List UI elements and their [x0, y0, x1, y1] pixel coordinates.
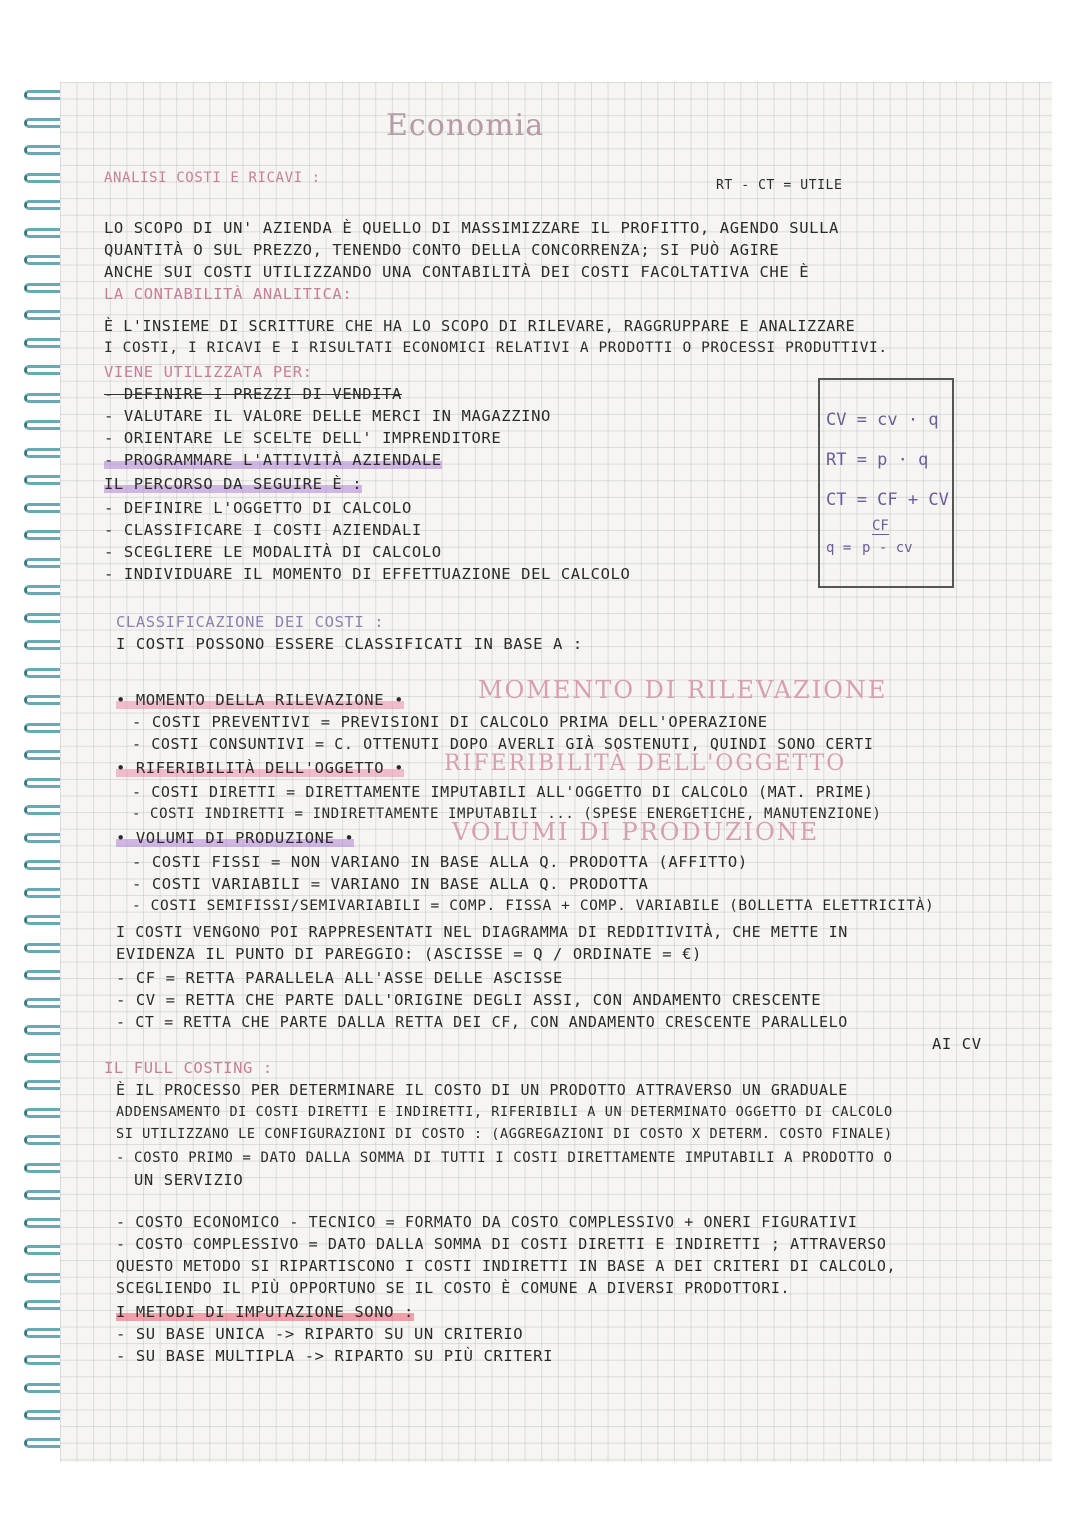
text-line: AI CV — [932, 1035, 982, 1053]
list-item: - VALUTARE IL VALORE DELLE MERCI IN MAGAZZINO — [104, 407, 551, 425]
formula-profit: RT - CT = UTILE — [716, 178, 843, 193]
text-line: ADDENSAMENTO DI COSTI DIRETTI E INDIRETTI, RIFERIBILI A UN DETERMINATO OGGETTO DI CALCOLO — [116, 1104, 893, 1120]
formula-q-denominator: p - cv — [862, 540, 913, 556]
list-item: - CLASSIFICARE I COSTI AZIENDALI — [104, 521, 422, 539]
text-line: I COSTI VENGONO POI RAPPRESENTATI NEL DIAGRAMMA DI REDDITIVITÀ, CHE METTE IN — [116, 923, 848, 941]
text-line: QUESTO METODO SI RIPARTISCONO I COSTI INDIRETTI IN BASE A DEI CRITERI DI CALCOLO, — [116, 1257, 897, 1275]
category-big-momento: MOMENTO DI RILEVAZIONE — [478, 676, 888, 704]
text-line: LO SCOPO DI UN' AZIENDA È QUELLO DI MASSIMIZZARE IL PROFITTO, AGENDO SULLA — [104, 219, 839, 237]
category-big-riferibilita: RIFERIBILITÀ DELL'OGGETTO — [444, 751, 847, 776]
list-item: - SCEGLIERE LE MODALITÀ DI CALCOLO — [104, 543, 442, 561]
heading-metodi: I METODI DI IMPUTAZIONE SONO : — [116, 1303, 414, 1321]
list-item: - COSTO PRIMO = DATO DALLA SOMMA DI TUTTI I COSTI DIRETTAMENTE IMPUTABILI A PRODOTTO O — [116, 1150, 893, 1166]
text-line: UN SERVIZIO — [134, 1171, 244, 1189]
text-line: I COSTI POSSONO ESSERE CLASSIFICATI IN BASE A : — [116, 635, 583, 653]
list-item: - SU BASE MULTIPLA -> RIPARTO SU PIÙ CRITERI — [116, 1347, 553, 1365]
list-item: - ORIENTARE LE SCELTE DELL' IMPRENDITORE — [104, 429, 502, 447]
list-item: - DEFINIRE L'OGGETTO DI CALCOLO — [104, 499, 412, 517]
text-line: I COSTI, I RICAVI E I RISULTATI ECONOMICI RELATIVI A PRODOTTI O PROCESSI PRODUTTIVI. — [104, 340, 888, 356]
heading-classificazione: CLASSIFICAZIONE DEI COSTI : — [116, 613, 385, 631]
text-line: È IL PROCESSO PER DETERMINARE IL COSTO DI UN PRODOTTO ATTRAVERSO UN GRADUALE — [116, 1081, 848, 1099]
category-momento: • MOMENTO DELLA RILEVAZIONE • — [116, 691, 405, 709]
category-big-volumi: VOLUMI DI PRODUZIONE — [452, 818, 820, 846]
list-item: - COSTI DIRETTI = DIRETTAMENTE IMPUTABILI ALL'OGGETTO DI CALCOLO (MAT. PRIME) — [132, 783, 874, 801]
list-item: - PROGRAMMARE L'ATTIVITÀ AZIENDALE — [104, 451, 442, 469]
list-item: - COSTI INDIRETTI = INDIRETTAMENTE IMPUTABILI ... (SPESE ENERGETICHE, MANUTENZIONE) — [132, 806, 882, 822]
formula-cv: CV = cv · q — [826, 410, 939, 430]
category-volumi: • VOLUMI DI PRODUZIONE • — [116, 829, 355, 847]
formula-q-numerator: CF — [872, 518, 889, 534]
list-item: - COSTI SEMIFISSI/SEMIVARIABILI = COMP. FISSA + COMP. VARIABILE (BOLLETTA ELETTRICITÀ) — [132, 898, 935, 914]
heading-full-costing: IL FULL COSTING : — [104, 1059, 273, 1077]
text-line: QUANTITÀ O SUL PREZZO, TENENDO CONTO DELLA CONCORRENZA; SI PUÒ AGIRE — [104, 241, 780, 259]
list-item: - CV = RETTA CHE PARTE DALL'ORIGINE DEGLI ASSI, CON ANDAMENTO CRESCENTE — [116, 991, 822, 1009]
formula-ct: CT = CF + CV — [826, 490, 949, 510]
list-item: - COSTI CONSUNTIVI = C. OTTENUTI DOPO AVERLI GIÀ SOSTENUTI, QUINDI SONO CERTI — [132, 735, 874, 753]
text-line: ANCHE SUI COSTI UTILIZZANDO UNA CONTABILITÀ DEI COSTI FACOLTATIVA CHE È — [104, 263, 810, 281]
list-item: - COSTO COMPLESSIVO = DATO DALLA SOMMA DI COSTI DIRETTI E INDIRETTI ; ATTRAVERSO — [116, 1235, 887, 1253]
text-line: È L'INSIEME DI SCRITTURE CHE HA LO SCOPO DI RILEVARE, RAGGRUPPARE E ANALIZZARE — [104, 317, 856, 335]
text-line: SI UTILIZZANO LE CONFIGURAZIONI DI COSTO : (AGGREGAZIONI DI COSTO X DETERM. COSTO FINALE) — [116, 1126, 893, 1142]
list-item: - COSTI FISSI = NON VARIANO IN BASE ALLA Q. PRODOTTA (AFFITTO) — [132, 853, 748, 871]
list-item: - SU BASE UNICA -> RIPARTO SU UN CRITERIO — [116, 1325, 524, 1343]
heading-contabilita: LA CONTABILITÀ ANALITICA: — [104, 285, 353, 303]
list-item: - DEFINIRE I PREZZI DI VENDITA — [104, 385, 402, 403]
list-item: - COSTO ECONOMICO - TECNICO = FORMATO DA COSTO COMPLESSIVO + ONERI FIGURATIVI — [116, 1213, 858, 1231]
list-item: - CT = RETTA CHE PARTE DALLA RETTA DEI CF, CON ANDAMENTO CRESCENTE PARALLELO — [116, 1013, 848, 1031]
list-item: - INDIVIDUARE IL MOMENTO DI EFFETTUAZIONE DEL CALCOLO — [104, 565, 631, 583]
page-title: Economia — [386, 108, 545, 143]
formula-q-lhs: q = — [826, 540, 852, 556]
heading-percorso: IL PERCORSO DA SEGUIRE È : — [104, 475, 363, 493]
text-line: SCEGLIENDO IL PIÙ OPPORTUNO SE IL COSTO È COMUNE A DIVERSI PRODOTTORI. — [116, 1279, 791, 1297]
heading-analisi: ANALISI COSTI E RICAVI : — [104, 170, 321, 186]
formula-rt: RT = p · q — [826, 450, 929, 470]
text-line: EVIDENZA IL PUNTO DI PAREGGIO: (ASCISSE = Q / ORDINATE = €) — [116, 945, 702, 963]
category-riferibilita: • RIFERIBILITÀ DELL'OGGETTO • — [116, 759, 405, 777]
list-item: - COSTI PREVENTIVI = PREVISIONI DI CALCOLO PRIMA DELL'OPERAZIONE — [132, 713, 768, 731]
list-item: - COSTI VARIABILI = VARIANO IN BASE ALLA Q. PRODOTTA — [132, 875, 649, 893]
heading-utilizzata: VIENE UTILIZZATA PER: — [104, 363, 313, 381]
list-item: - CF = RETTA PARALLELA ALL'ASSE DELLE ASCISSE — [116, 969, 563, 987]
